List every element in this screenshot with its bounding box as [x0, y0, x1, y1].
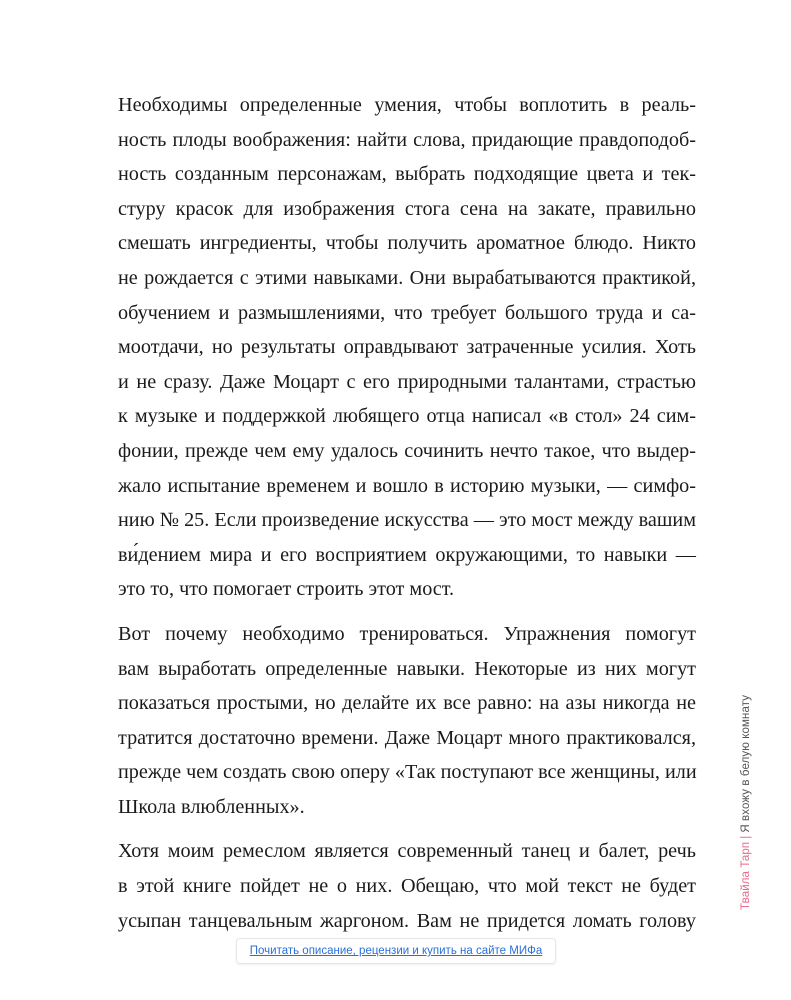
book-page-text [118, 88, 696, 938]
text-line: ность созданным персонажам, выбрать подходящие цвета и тек- [118, 163, 696, 186]
text-line: не рождается с этими навыками. Они вырабатываются практикой, [118, 266, 696, 289]
text-line: к музыке и поддержкой любящего отца написал «в стол» 24 сим- [118, 405, 696, 428]
text-line: в этой книге пойдет не о них. Обещаю, что мой текст не будет [118, 875, 696, 898]
text-line: Школа влюбленных». [118, 795, 305, 818]
paragraph-1 [118, 88, 696, 607]
text-line: нию № 25. Если произведение искусства — это мост между вашим [118, 509, 696, 532]
running-title-book: Я вхожу в белую комнату [740, 694, 752, 833]
text-line: и не сразу. Даже Моцарт с его природными талантами, страстью [118, 370, 696, 393]
publisher-link-button[interactable]: Почитать описание, рецензии и купить на сайте МИФа [236, 938, 556, 964]
text-line: тратится достаточно времени. Даже Моцарт много практиковался, [118, 726, 696, 749]
text-line: это то, что помогает строить этот мост. [118, 578, 455, 601]
text-line: усыпан танцевальным жаргоном. Вам не придется ломать голову [118, 909, 696, 932]
running-title-text [740, 695, 752, 910]
paragraph-2 [118, 617, 696, 825]
text-line: вам выработать определенные навыки. Некоторые из них могут [118, 657, 696, 680]
text-line: моотдачи, но результаты оправдывают затраченные усилия. Хоть [118, 336, 696, 359]
text-line: Вот почему необходимо тренироваться. Упражнения помогут [118, 622, 696, 645]
text-line: обучением и размышлениями, что требует большого труда и са- [118, 301, 696, 324]
text-line: Необходимы определенные умения, чтобы воплотить в реаль- [118, 94, 696, 116]
paragraph-3 [118, 834, 696, 938]
text-line: показаться простыми, но делайте их все равно: на азы никогда не [118, 692, 696, 715]
text-line: Хотя моим ремеслом является современный танец и балет, речь [118, 840, 696, 863]
text-line: ность плоды воображения: найти слова, придающие правдоподоб- [118, 128, 696, 151]
text-line: фонии, прежде чем ему удалось сочинить нечто такое, что выдер- [118, 439, 696, 462]
text-line: стуру красок для изображения стога сена на закате, правильно [118, 197, 696, 220]
text-line: смешать ингредиенты, чтобы получить ароматное блюдо. Никто [118, 232, 696, 255]
text-line: прежде чем создать свою оперу «Так поступают все женщины, или [118, 761, 697, 784]
text-line: жало испытание временем и вошло в историю музыки, — симфо- [118, 474, 696, 497]
text-line: ви́дением мира и его восприятием окружающими, то навыки — [118, 543, 696, 566]
running-title-author: Твайла Тарп [740, 841, 752, 910]
running-title [731, 694, 761, 910]
running-title-separator: | [740, 835, 752, 839]
